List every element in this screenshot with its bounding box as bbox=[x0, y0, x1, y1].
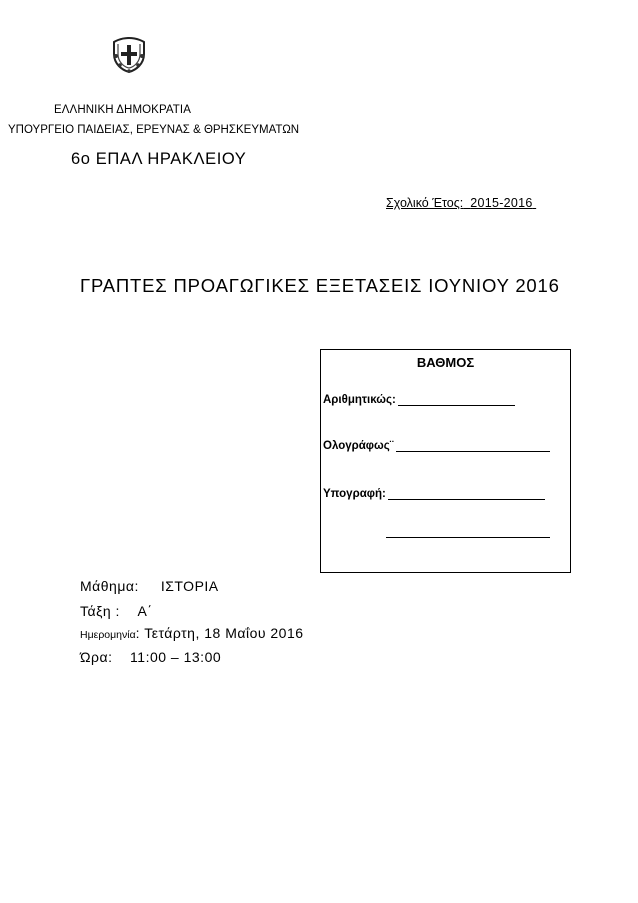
school-name: 6ο ΕΠΑΛ ΗΡΑΚΛΕΙΟΥ bbox=[71, 150, 247, 168]
time-row bbox=[80, 649, 221, 665]
subject-row bbox=[80, 578, 219, 594]
words-grade-label: Ολογράφως¨ bbox=[323, 440, 394, 452]
class-value: Α΄ bbox=[137, 603, 153, 619]
republic-name: ΕΛΛΗΝΙΚΗ ΔΗΜΟΚΡΑΤΙΑ bbox=[54, 104, 191, 116]
school-year-value: 2015-2016 bbox=[470, 196, 533, 210]
grade-heading: ΒΑΘΜΟΣ bbox=[416, 355, 475, 370]
school-year bbox=[386, 196, 536, 210]
signature-line[interactable] bbox=[388, 489, 545, 500]
words-grade-field[interactable] bbox=[323, 440, 550, 452]
numeric-grade-label: Αριθμητικώς: bbox=[323, 394, 396, 406]
words-grade-line[interactable] bbox=[396, 441, 550, 452]
time-value: 11:00 – 13:00 bbox=[130, 649, 222, 665]
date-label: Ημερομηνία bbox=[80, 629, 136, 641]
date-value: : Τετάρτη, 18 Μαΐου 2016 bbox=[135, 625, 304, 641]
signature-label: Υπογραφή: bbox=[323, 488, 386, 500]
numeric-grade-field[interactable] bbox=[323, 394, 515, 406]
date-row bbox=[80, 625, 304, 641]
second-signature-line[interactable] bbox=[386, 537, 550, 538]
exam-title: ΓΡΑΠΤΕΣ ΠΡΟΑΓΩΓΙΚΕΣ ΕΞΕΤΑΣΕΙΣ ΙΟΥΝΙΟΥ 2016 bbox=[80, 275, 560, 296]
time-label: Ώρα: bbox=[80, 649, 113, 665]
school-year-label: Σχολικό Έτος: bbox=[386, 196, 464, 210]
greek-emblem-icon bbox=[110, 36, 148, 74]
subject-value: ΙΣΤΟΡΙΑ bbox=[160, 578, 219, 594]
class-row bbox=[80, 603, 153, 619]
ministry-name: ΥΠΟΥΡΓΕΙΟ ΠΑΙΔΕΙΑΣ, ΕΡΕΥΝΑΣ & ΘΡΗΣΚΕΥΜΑΤΩΝ bbox=[8, 124, 300, 136]
class-label: Τάξη : bbox=[80, 603, 120, 619]
numeric-grade-line[interactable] bbox=[398, 395, 515, 406]
signature-field[interactable] bbox=[323, 488, 545, 500]
subject-label: Μάθημα: bbox=[80, 578, 139, 594]
grade-box bbox=[320, 349, 571, 573]
